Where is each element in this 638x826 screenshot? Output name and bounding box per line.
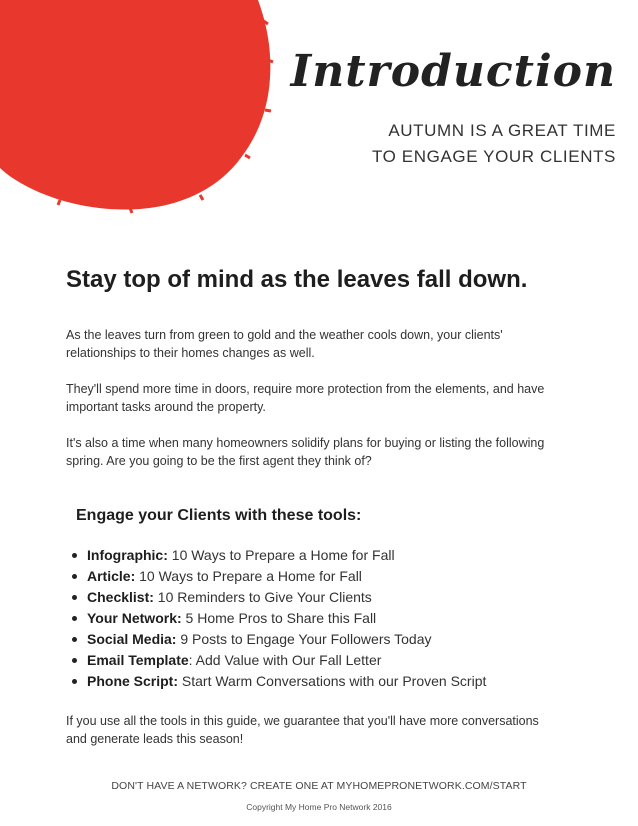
paragraph: It's also a time when many homeowners solidify plans for buying or listing the following spring. Are you going to be the first agent they think of? [66, 436, 545, 468]
tool-label: Phone Script: [87, 673, 179, 689]
closing-paragraph: If you use all the tools in this guide, we guarantee that you'll have more conversations and generate leads this season! [66, 714, 539, 746]
bullet-icon [72, 574, 77, 579]
bullet-icon [72, 553, 77, 558]
list-item [72, 650, 486, 671]
bullet-icon [72, 637, 77, 642]
section-heading: Stay top of mind as the leaves fall down. [66, 266, 528, 293]
tool-label: Article: [87, 568, 136, 584]
tool-text: 10 Reminders to Give Your Clients [153, 589, 372, 605]
list-item [72, 545, 486, 566]
copyright: Copyright My Home Pro Network 2016 [246, 802, 392, 812]
paragraph: As the leaves turn from green to gold and the weather cools down, your clients' relationships to their homes changes as well. [66, 328, 503, 360]
list-item [72, 566, 486, 587]
network-cta: DON'T HAVE A NETWORK? CREATE ONE AT MYHOMEPRONETWORK.COM/START [111, 780, 527, 792]
subtitle-line: TO ENGAGE YOUR CLIENTS [371, 147, 616, 166]
tool-text: 10 Ways to Prepare a Home for Fall [167, 547, 395, 563]
bullet-icon [72, 658, 77, 663]
tools-list [72, 545, 486, 692]
bullet-icon [72, 595, 77, 600]
page-subtitle [372, 118, 616, 170]
intro-paragraphs [66, 326, 566, 488]
tool-text: 5 Home Pros to Share this Fall [181, 610, 377, 626]
tool-label: Checklist: [87, 589, 154, 605]
tool-text: 10 Ways to Prepare a Home for Fall [135, 568, 362, 584]
tool-text: Start Warm Conversations with our Proven Script [178, 673, 487, 689]
tools-heading: Engage your Clients with these tools: [76, 507, 362, 524]
tool-label: Infographic: [87, 547, 168, 563]
tool-text: 9 Posts to Engage Your Followers Today [176, 631, 432, 647]
subtitle-line: AUTUMN IS A GREAT TIME [388, 121, 616, 140]
bullet-icon [72, 616, 77, 621]
list-item [72, 629, 486, 650]
paragraph: They'll spend more time in doors, require more protection from the elements, and have important tasks around the property. [66, 382, 545, 414]
tool-label: Email Template [87, 652, 189, 668]
list-item [72, 587, 486, 608]
bullet-icon [72, 679, 77, 684]
list-item [72, 608, 486, 629]
list-item [72, 671, 486, 692]
tool-label: Your Network: [87, 610, 182, 626]
page-title: Introduction [290, 46, 616, 97]
red-circle-decoration [0, 0, 280, 215]
tool-label: Social Media: [87, 631, 177, 647]
tool-text: : Add Value with Our Fall Letter [188, 652, 382, 668]
